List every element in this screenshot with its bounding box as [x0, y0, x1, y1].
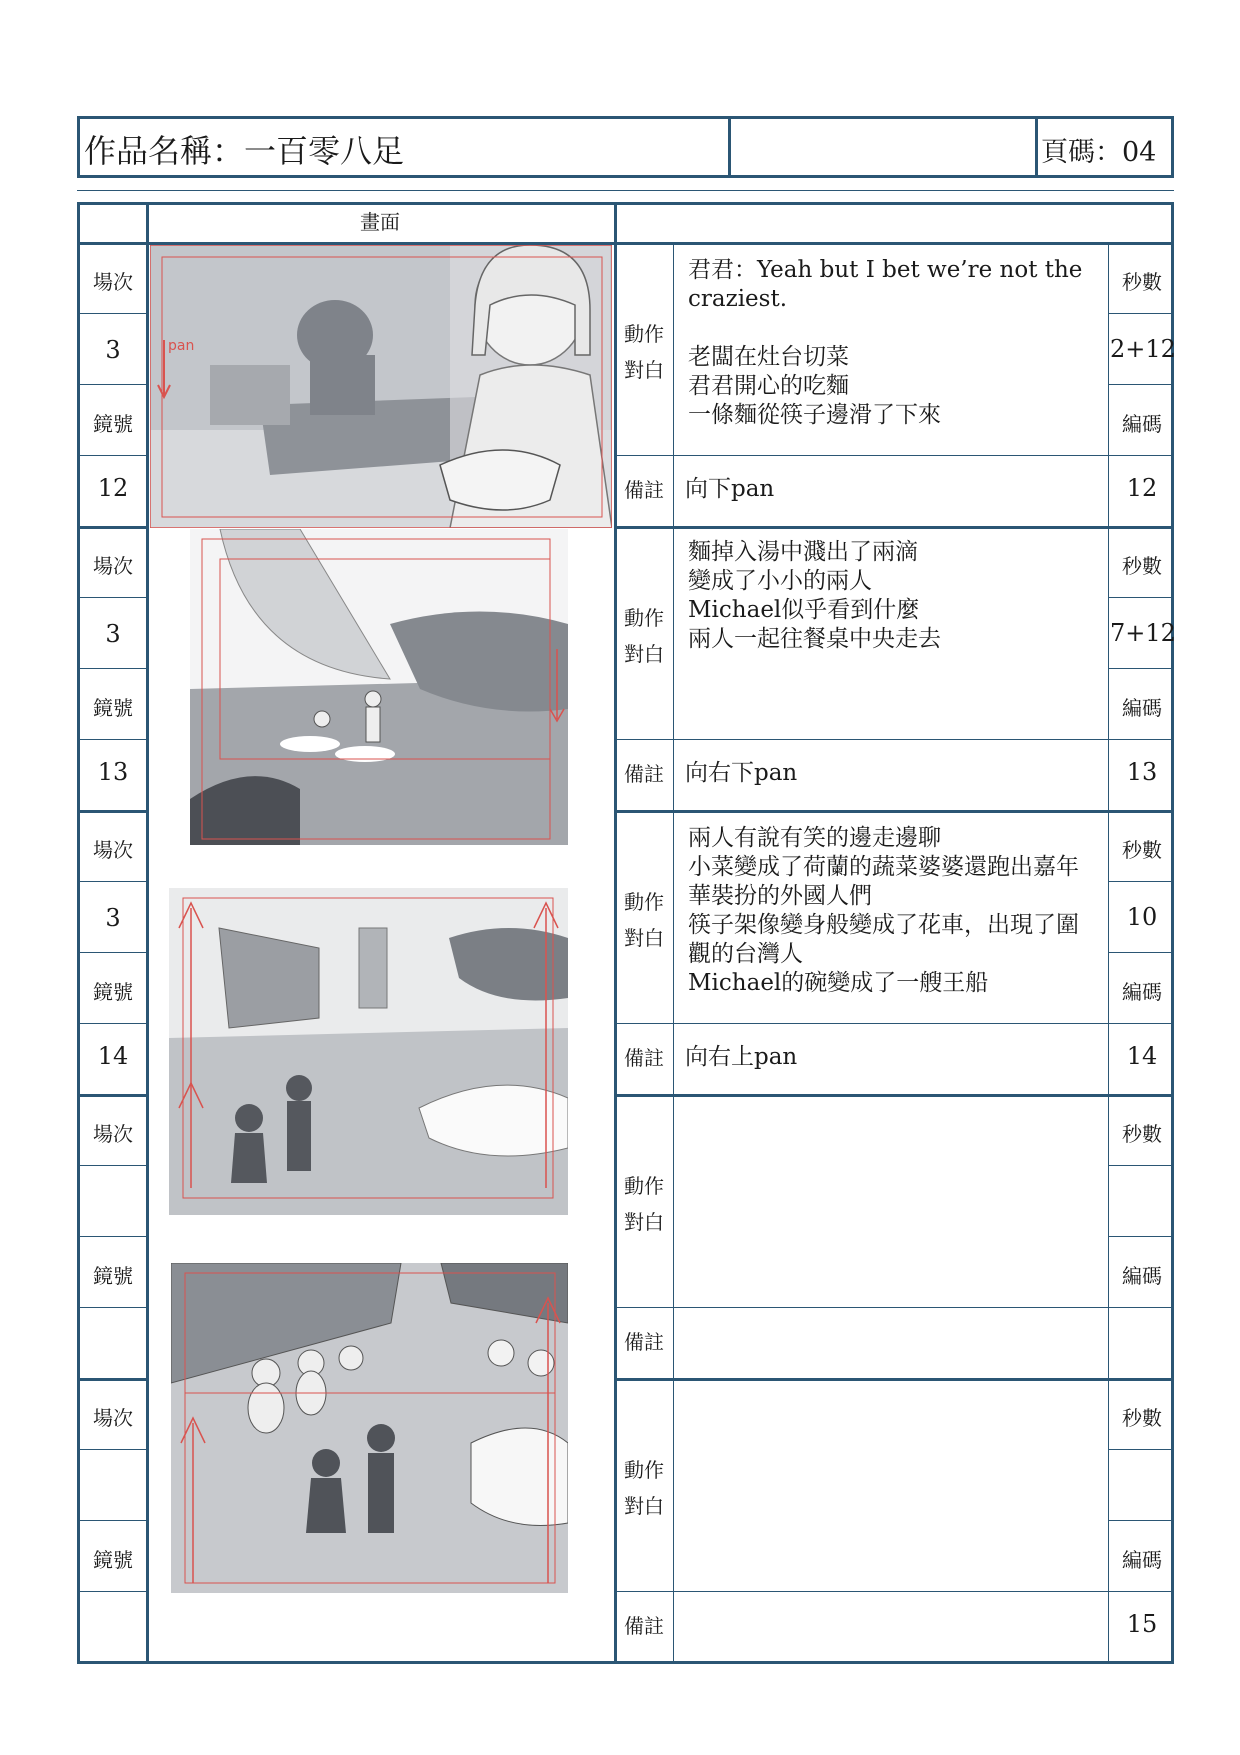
table-gridline — [77, 952, 148, 953]
table-gridline — [1108, 1236, 1174, 1237]
seconds-label: 秒數 — [1122, 1122, 1162, 1146]
shot-label: 鏡號 — [93, 1548, 133, 1572]
table-gridline — [1108, 1023, 1174, 1024]
table-gridline — [1108, 1307, 1174, 1308]
notes-label: 備註 — [624, 1046, 664, 1070]
table-gridline — [77, 668, 148, 669]
table-gridline — [1108, 597, 1174, 598]
notes-label: 備註 — [624, 478, 664, 502]
code-value: 12 — [1126, 474, 1158, 502]
table-gridline — [1108, 1449, 1174, 1450]
notes-label: 備註 — [624, 1330, 664, 1354]
table-gridline — [1108, 881, 1174, 882]
scene-label: 場次 — [93, 1122, 133, 1146]
scene-number: 3 — [105, 904, 121, 932]
table-gridline — [77, 1520, 148, 1521]
shot-number: 14 — [97, 1042, 129, 1070]
scene-label: 場次 — [93, 838, 133, 862]
header-separator — [77, 190, 1174, 191]
table-gridline — [77, 1165, 148, 1166]
table-gridline — [1108, 1165, 1174, 1166]
table-gridline — [77, 1307, 148, 1308]
shot-label: 鏡號 — [93, 980, 133, 1004]
notes-gridline — [614, 1307, 1108, 1308]
code-label: 編碼 — [1122, 980, 1162, 1004]
scene-label: 場次 — [93, 554, 133, 578]
shot-number: 13 — [97, 758, 129, 786]
table-gridline — [77, 1449, 148, 1450]
table-gridline — [1108, 952, 1174, 953]
table-gridline — [77, 881, 148, 882]
table-gridline — [77, 1236, 148, 1237]
seconds-label: 秒數 — [1122, 1406, 1162, 1430]
table-gridline — [1108, 1591, 1174, 1592]
table-gridline — [77, 384, 148, 385]
table-gridline — [1108, 384, 1174, 385]
action-label: 動作 對白 — [624, 890, 664, 950]
seconds-label: 秒數 — [1122, 838, 1162, 862]
notes-gridline — [614, 455, 1108, 456]
code-label: 編碼 — [1122, 696, 1162, 720]
table-gridline — [77, 739, 148, 740]
table-gridline — [1108, 668, 1174, 669]
table-gridline — [1108, 1520, 1174, 1521]
table-gridline — [77, 455, 148, 456]
shot-label: 鏡號 — [93, 412, 133, 436]
page-number: 頁碼：04 — [1041, 137, 1157, 168]
seconds-value: 10 — [1126, 903, 1158, 931]
table-gridline — [77, 597, 148, 598]
scene-label: 場次 — [93, 1406, 133, 1430]
code-value: 15 — [1126, 1610, 1158, 1638]
work-title: 作品名稱：一百零八足 — [84, 132, 405, 170]
shot-label: 鏡號 — [93, 1264, 133, 1288]
table-gridline — [1108, 313, 1174, 314]
notes-gridline — [614, 1591, 1108, 1592]
code-value: 13 — [1126, 758, 1158, 786]
storyboard-sketch-shot-14-part2 — [171, 1263, 568, 1593]
action-label: 動作 對白 — [624, 322, 664, 382]
notes-text: 向下pan — [685, 476, 775, 502]
code-label: 編碼 — [1122, 1548, 1162, 1572]
table-gridline — [77, 313, 148, 314]
seconds-value: 7+12 — [1110, 619, 1176, 647]
storyboard-sketch-shot-13 — [190, 529, 568, 845]
action-label: 動作 對白 — [624, 606, 664, 666]
notes-label: 備註 — [624, 1614, 664, 1638]
storyboard-sketch-shot-12 — [150, 245, 612, 528]
code-label: 編碼 — [1122, 1264, 1162, 1288]
action-label: 動作 對白 — [624, 1458, 664, 1518]
scene-number: 3 — [105, 336, 121, 364]
picture-column-header: 畫面 — [360, 210, 400, 234]
table-gridline — [77, 1591, 148, 1592]
notes-gridline — [614, 739, 1108, 740]
action-label: 動作 對白 — [624, 1174, 664, 1234]
scene-number: 3 — [105, 620, 121, 648]
notes-label: 備註 — [624, 762, 664, 786]
seconds-value: 2+12 — [1110, 335, 1176, 363]
notes-text: 向右上pan — [685, 1044, 798, 1070]
table-gridline — [1108, 739, 1174, 740]
code-value: 14 — [1126, 1042, 1158, 1070]
shot-label: 鏡號 — [93, 696, 133, 720]
action-dialogue: 君君：Yeah but I bet we’re not the craziest. 老闆在灶台切菜 君君開心的吃麵 一條麵從筷子邊滑了下來 — [688, 257, 1083, 428]
shot-number: 12 — [97, 474, 129, 502]
table-gridline — [77, 1023, 148, 1024]
action-dialogue: 兩人有說有笑的邊走邊聊 小菜變成了荷蘭的蔬菜婆婆還跑出嘉年 華裝扮的外國人們 筷子架像變身般變成了花車，出現了圍 觀的台灣人 Michael的碗變成了一艘王船 — [688, 825, 1079, 996]
notes-gridline — [614, 1023, 1108, 1024]
pan-annotation: pan — [168, 338, 195, 354]
notes-text: 向右下pan — [685, 760, 798, 786]
storyboard-sketch-shot-14-part1 — [169, 888, 568, 1215]
table-gridline — [1108, 455, 1174, 456]
seconds-label: 秒數 — [1122, 554, 1162, 578]
code-label: 編碼 — [1122, 412, 1162, 436]
action-dialogue: 麵掉入湯中濺出了兩滴 變成了小小的兩人 Michael似乎看到什麼 兩人一起往餐桌中央走去 — [688, 539, 941, 652]
seconds-label: 秒數 — [1122, 270, 1162, 294]
scene-label: 場次 — [93, 270, 133, 294]
